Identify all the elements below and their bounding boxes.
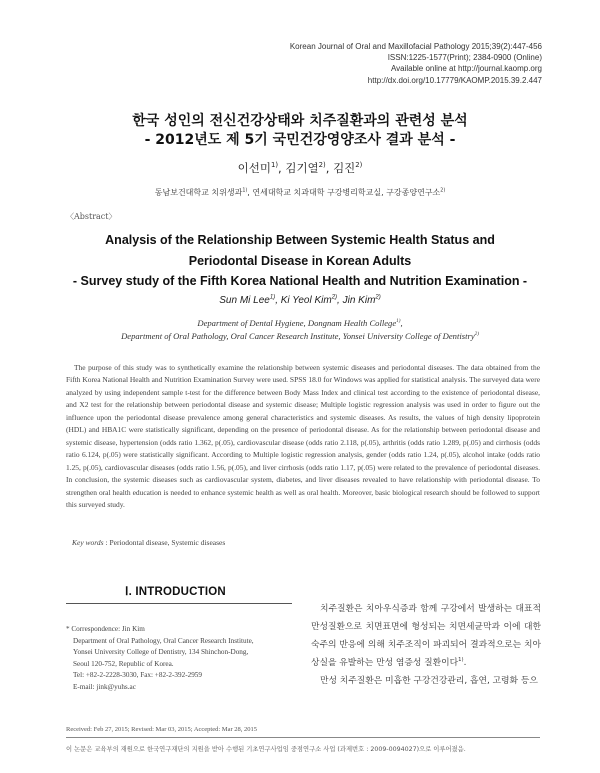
section-divider [66,603,292,604]
affil-sup: 2) [440,188,446,194]
journal-citation: Korean Journal of Oral and Maxillofacial Pathology 2015;39(2):447-456 [289,42,542,51]
author-sup: 2) [355,161,363,170]
correspondence-city: Seoul 120-752, Republic of Korea. [73,659,174,668]
body-paragraph [311,600,541,672]
korean-body-text [311,600,541,690]
korean-title [0,112,600,150]
keywords-value: Periodontal disease, Systemic diseases [109,538,226,547]
korean-affiliation: 연세대학교 치과대학 구강병리학교실, 구강종양연구소 [252,188,441,197]
english-title-line1: Analysis of the Relationship Between Systemic Health Status and [105,233,495,247]
english-title-line3: - Survey study of the Fifth Korea National Health and Nutrition Examination - [72,274,528,288]
affil-sup: 1) [242,188,248,194]
english-author: Ki Yeol Kim [280,295,332,306]
keywords: Key words : Periodontal disease, Systemic diseases [72,538,226,547]
journal-doi: http://dx.doi.org/10.17779/KAOMP.2015.39.2.447 [367,75,542,85]
english-title-line2: Periodontal Disease in Korean Adults [188,253,412,268]
korean-authors: 이선미$^{1)}$, 김기열$^{2)}$, 김진$^{2)}$ [237,161,363,175]
affil-sup: 2) [474,331,479,338]
journal-issn: ISSN:1225-1577(Print); 2384-0900 (Online) [387,53,542,63]
keywords-label: Key words [72,538,104,547]
body-paragraph-1-end: . [463,658,467,668]
author-sup: 1) [270,161,279,170]
journal-info [290,41,542,86]
english-author: Sun Mi Lee [219,295,270,306]
korean-affiliation: 동남보건대학교 치위생과 [154,188,243,197]
english-affiliations: Department of Dental Hygiene, Dongnam Health College$^{1)}$, Department of Oral Pathology, Oral Cancer Research Institute, Yonsei University College of Dentistry$^{2)}$ [121,318,479,341]
korean-author: 김진 [333,161,356,175]
korean-author: 이선미 [237,161,271,175]
author-sup: 2) [331,294,338,301]
journal-url: Available online at http://journal.kaomp.org [390,64,542,74]
correspondence-email: E-mail: jink@yuhs.ac [73,682,136,691]
korean-title-line1: 한국 성인의 전신건강상태와 치주질환과의 관련성 분석 [132,113,468,129]
citation-sup: 1) [458,657,464,664]
abstract-label: 〈Abstract〉 [66,212,117,221]
correspondence-name: * Correspondence: Jin Kim [66,625,145,633]
korean-author: 김기열 [285,161,319,175]
received-dates: Received: Feb 27, 2015; Revised: Mar 03, 2015; Accepted: Mar 28, 2015 [66,726,257,733]
section-heading-introduction: Ⅰ. INTRODUCTION [125,586,226,598]
author-sup: 2) [375,294,381,301]
author-sup: 1) [269,294,276,301]
body-paragraph-1: 치주질환은 치아우식증과 함께 구강에서 발생하는 대표적 만성질환으로 치면표면에 형성되는 치면세균막과 이에 대한 숙주의 반응에 의해 치주조직이 파괴되어 결과적으로는 치아 상실을 유발하는 만성 염증성 질환이다 [311,604,541,668]
english-author: Jin Kim [342,295,376,306]
english-affiliation-1: Department of Dental Hygiene, Dongnam Health College [197,318,397,328]
english-authors: Sun Mi Lee$^{1)}$, Ki Yeol Kim$^{2)}$, Jin Kim$^{2)}$ [219,294,381,306]
korean-affiliations: 동남보건대학교 치위생과$^{1)}$, 연세대학교 치과대학 구강병리학교실, 구강종양연구소$^{2)}$ [154,188,446,197]
correspondence-dept: Department of Oral Pathology, Oral Cancer Research Institute, [73,636,254,645]
abstract-text: The purpose of this study was to synthetically examine the relationship between systemic diseases and periodontal diseases. The data obtained from the Fifth Korea National Health and Nutrition Examination Survey were used. SPSS 18.0 for Windows was applied for statistical analysis. The surveyed data were analyzed by using independent sample t-test for the difference between Body Mass Index and clinical test according to the existence of periodontal disease, and X2 test for the relationship between periodontal disease and systemic disease; Multiple logistic regression analysis was used in order to figure out the influence upon the periodontal disease prevalence among general characteristics and systemic diseases. As results, the values of high density lipoprotein (HDL) and HBA1C were statistically significant, depending on the presence of periodontal disease. As for the relationship between periodontal disease and systemic disease, hypertension (odds ratio 1.362, p(.05), cardiovascular disease (odds ratio 2.118, p(.05), arthritis (odds ratio 1.289, p(.05) and cirrhosis (odds ratio 6.124, p(.05) were statistically significant. According to Multiple logistic regression analysis, gender (odds ratio 1.24, p(.05), alcohol intake (odds ratio 1.25, p(.05), cardiovascular diseases (odds ratio 1.56, p(.05), and liver cirrhosis (odds ratio 1.17, p(.05) were related to the prevalence of periodontal diseases. In conclusion, the systemic diseases such as cardiovascular system, diabetes, and liver diseases revealed to have relationship with periodontal disease. To strengthen oral health education is needed to enhance systemic health as well as oral health. Moreover, basic biological research should be followed to support this surveyed study. [66,363,540,509]
body-paragraph [311,672,541,690]
body-paragraph-2: 만성 치주질환은 미흡한 구강건강관리, 흡연, 고령화 등으 [320,676,538,686]
correspondence-address: Yonsei University College of Dentistry, 134 Shinchon-Dong, [73,648,249,657]
correspondence-block [66,624,296,694]
english-title [0,230,600,292]
funding-footnote: 이 논문은 교육부의 재원으로 한국연구재단의 지원을 받아 수행된 기초연구사업임 중점연구소 사업 (과제번호 : 2009-0094027)으로 이루어졌음. [66,746,466,753]
english-affiliation-2: Department of Oral Pathology, Oral Cancer Research Institute, Yonsei University College of Dentistry [121,331,475,341]
correspondence-phone: Tel: +82-2-2228-3030, Fax: +82-2-392-2959 [73,671,202,680]
korean-title-line2: - 2012년도 제 5기 국민건강영양조사 결과 분석 - [144,132,456,148]
author-sup: 2) [318,161,326,170]
footnote-divider [66,737,540,738]
affil-sup: 1) [396,318,401,325]
